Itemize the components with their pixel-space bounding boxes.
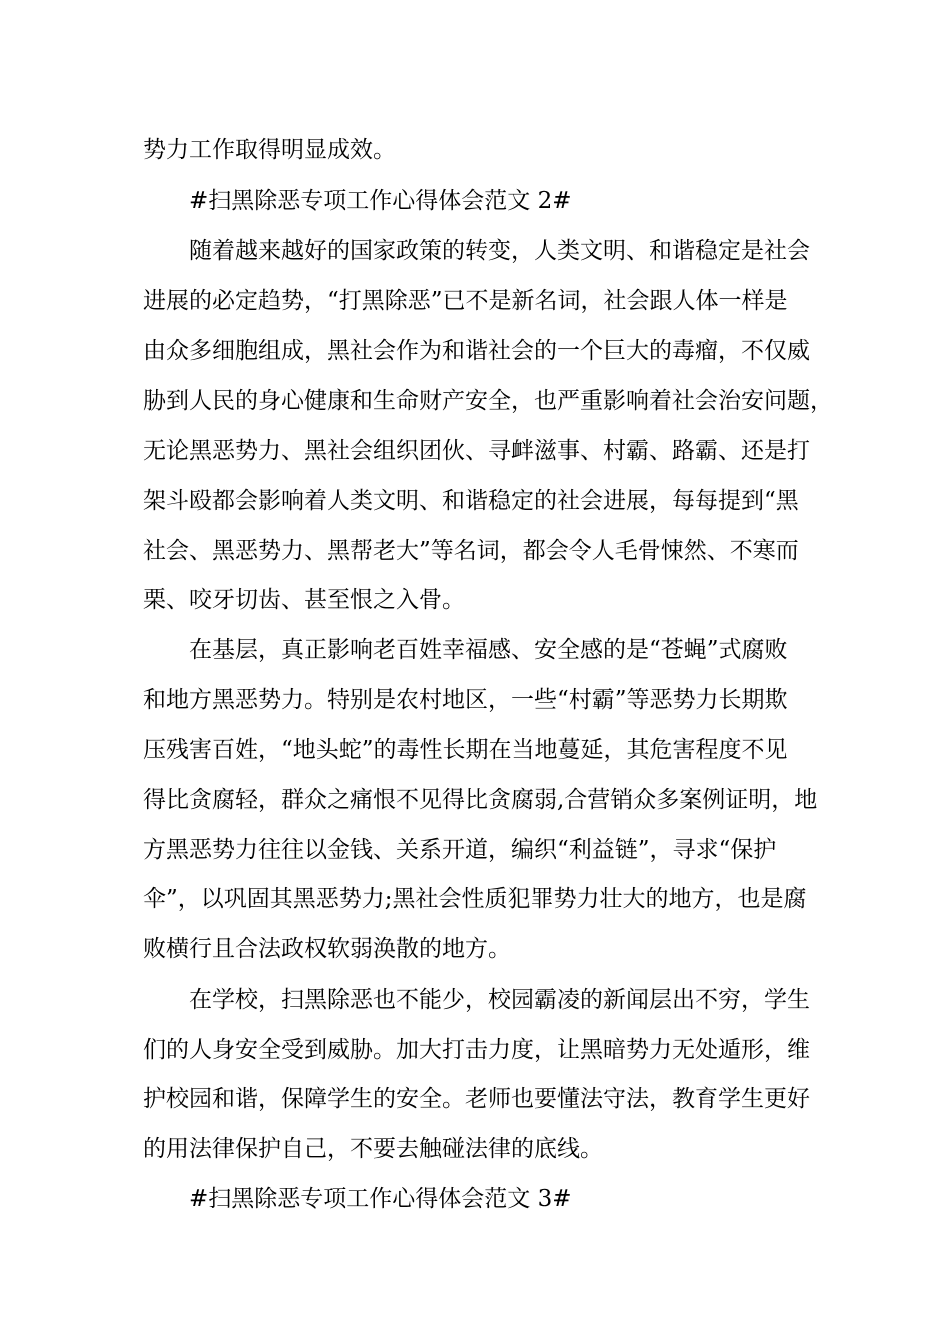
- paragraph-line: 势力工作取得明显成效。: [143, 137, 396, 163]
- paragraph-line: 们的人身安全受到威胁。加大打击力度，让黑暗势力无处遁形，维: [143, 1037, 810, 1063]
- paragraph-line: 由众多细胞组成，黑社会作为和谐社会的一个巨大的毒瘤，不仅威: [143, 338, 810, 364]
- paragraph-line: 和地方黑恶势力。特别是农村地区，一些“村霸”等恶势力长期欺: [143, 687, 788, 713]
- paragraph-line: 无论黑恶势力、黑社会组织团伙、寻衅滋事、村霸、路霸、还是打: [143, 438, 810, 464]
- paragraph-line: 胁到人民的身心健康和生命财产安全，也严重影响着社会治安问题，: [143, 388, 833, 414]
- paragraph-line: 压残害百姓，“地头蛇”的毒性长期在当地蔓延，其危害程度不见: [143, 737, 788, 763]
- paragraph-line: 进展的必定趋势，“打黑除恶”已不是新名词，社会跟人体一样是: [143, 288, 788, 314]
- paragraph-line: 伞”，以巩固其黑恶势力;黑社会性质犯罪势力壮大的地方，也是腐: [143, 886, 807, 912]
- paragraph-line: 得比贪腐轻，群众之痛恨不见得比贪腐弱,合营销众多案例证明，地: [143, 787, 818, 813]
- paragraph-line: 在基层，真正影响老百姓幸福感、安全感的是“苍蝇”式腐败: [189, 637, 788, 663]
- paragraph-line: 败横行且合法政权软弱涣散的地方。: [143, 936, 511, 962]
- paragraph-line: 随着越来越好的国家政策的转变，人类文明、和谐稳定是社会: [189, 238, 810, 264]
- paragraph-line: 的用法律保护自己，不要去触碰法律的底线。: [143, 1136, 603, 1162]
- section-heading-2: #扫黑除恶专项工作心得体会范文 2#: [189, 188, 572, 214]
- paragraph-line: 架斗殴都会影响着人类文明、和谐稳定的社会进展，每每提到“黑: [143, 488, 799, 514]
- paragraph-line: 社会、黑恶势力、黑帮老大”等名词，都会令人毛骨悚然、不寒而: [143, 538, 799, 564]
- paragraph-line: 方黑恶势力往往以金钱、关系开道，编织“利益链”，寻求“保护: [143, 837, 777, 863]
- paragraph-line: 栗、咬牙切齿、甚至恨之入骨。: [143, 587, 465, 613]
- section-heading-3: #扫黑除恶专项工作心得体会范文 3#: [189, 1186, 572, 1212]
- paragraph-line: 在学校，扫黑除恶也不能少，校园霸凌的新闻层出不穷，学生: [189, 987, 810, 1013]
- paragraph-line: 护校园和谐，保障学生的安全。老师也要懂法守法，教育学生更好: [143, 1086, 810, 1112]
